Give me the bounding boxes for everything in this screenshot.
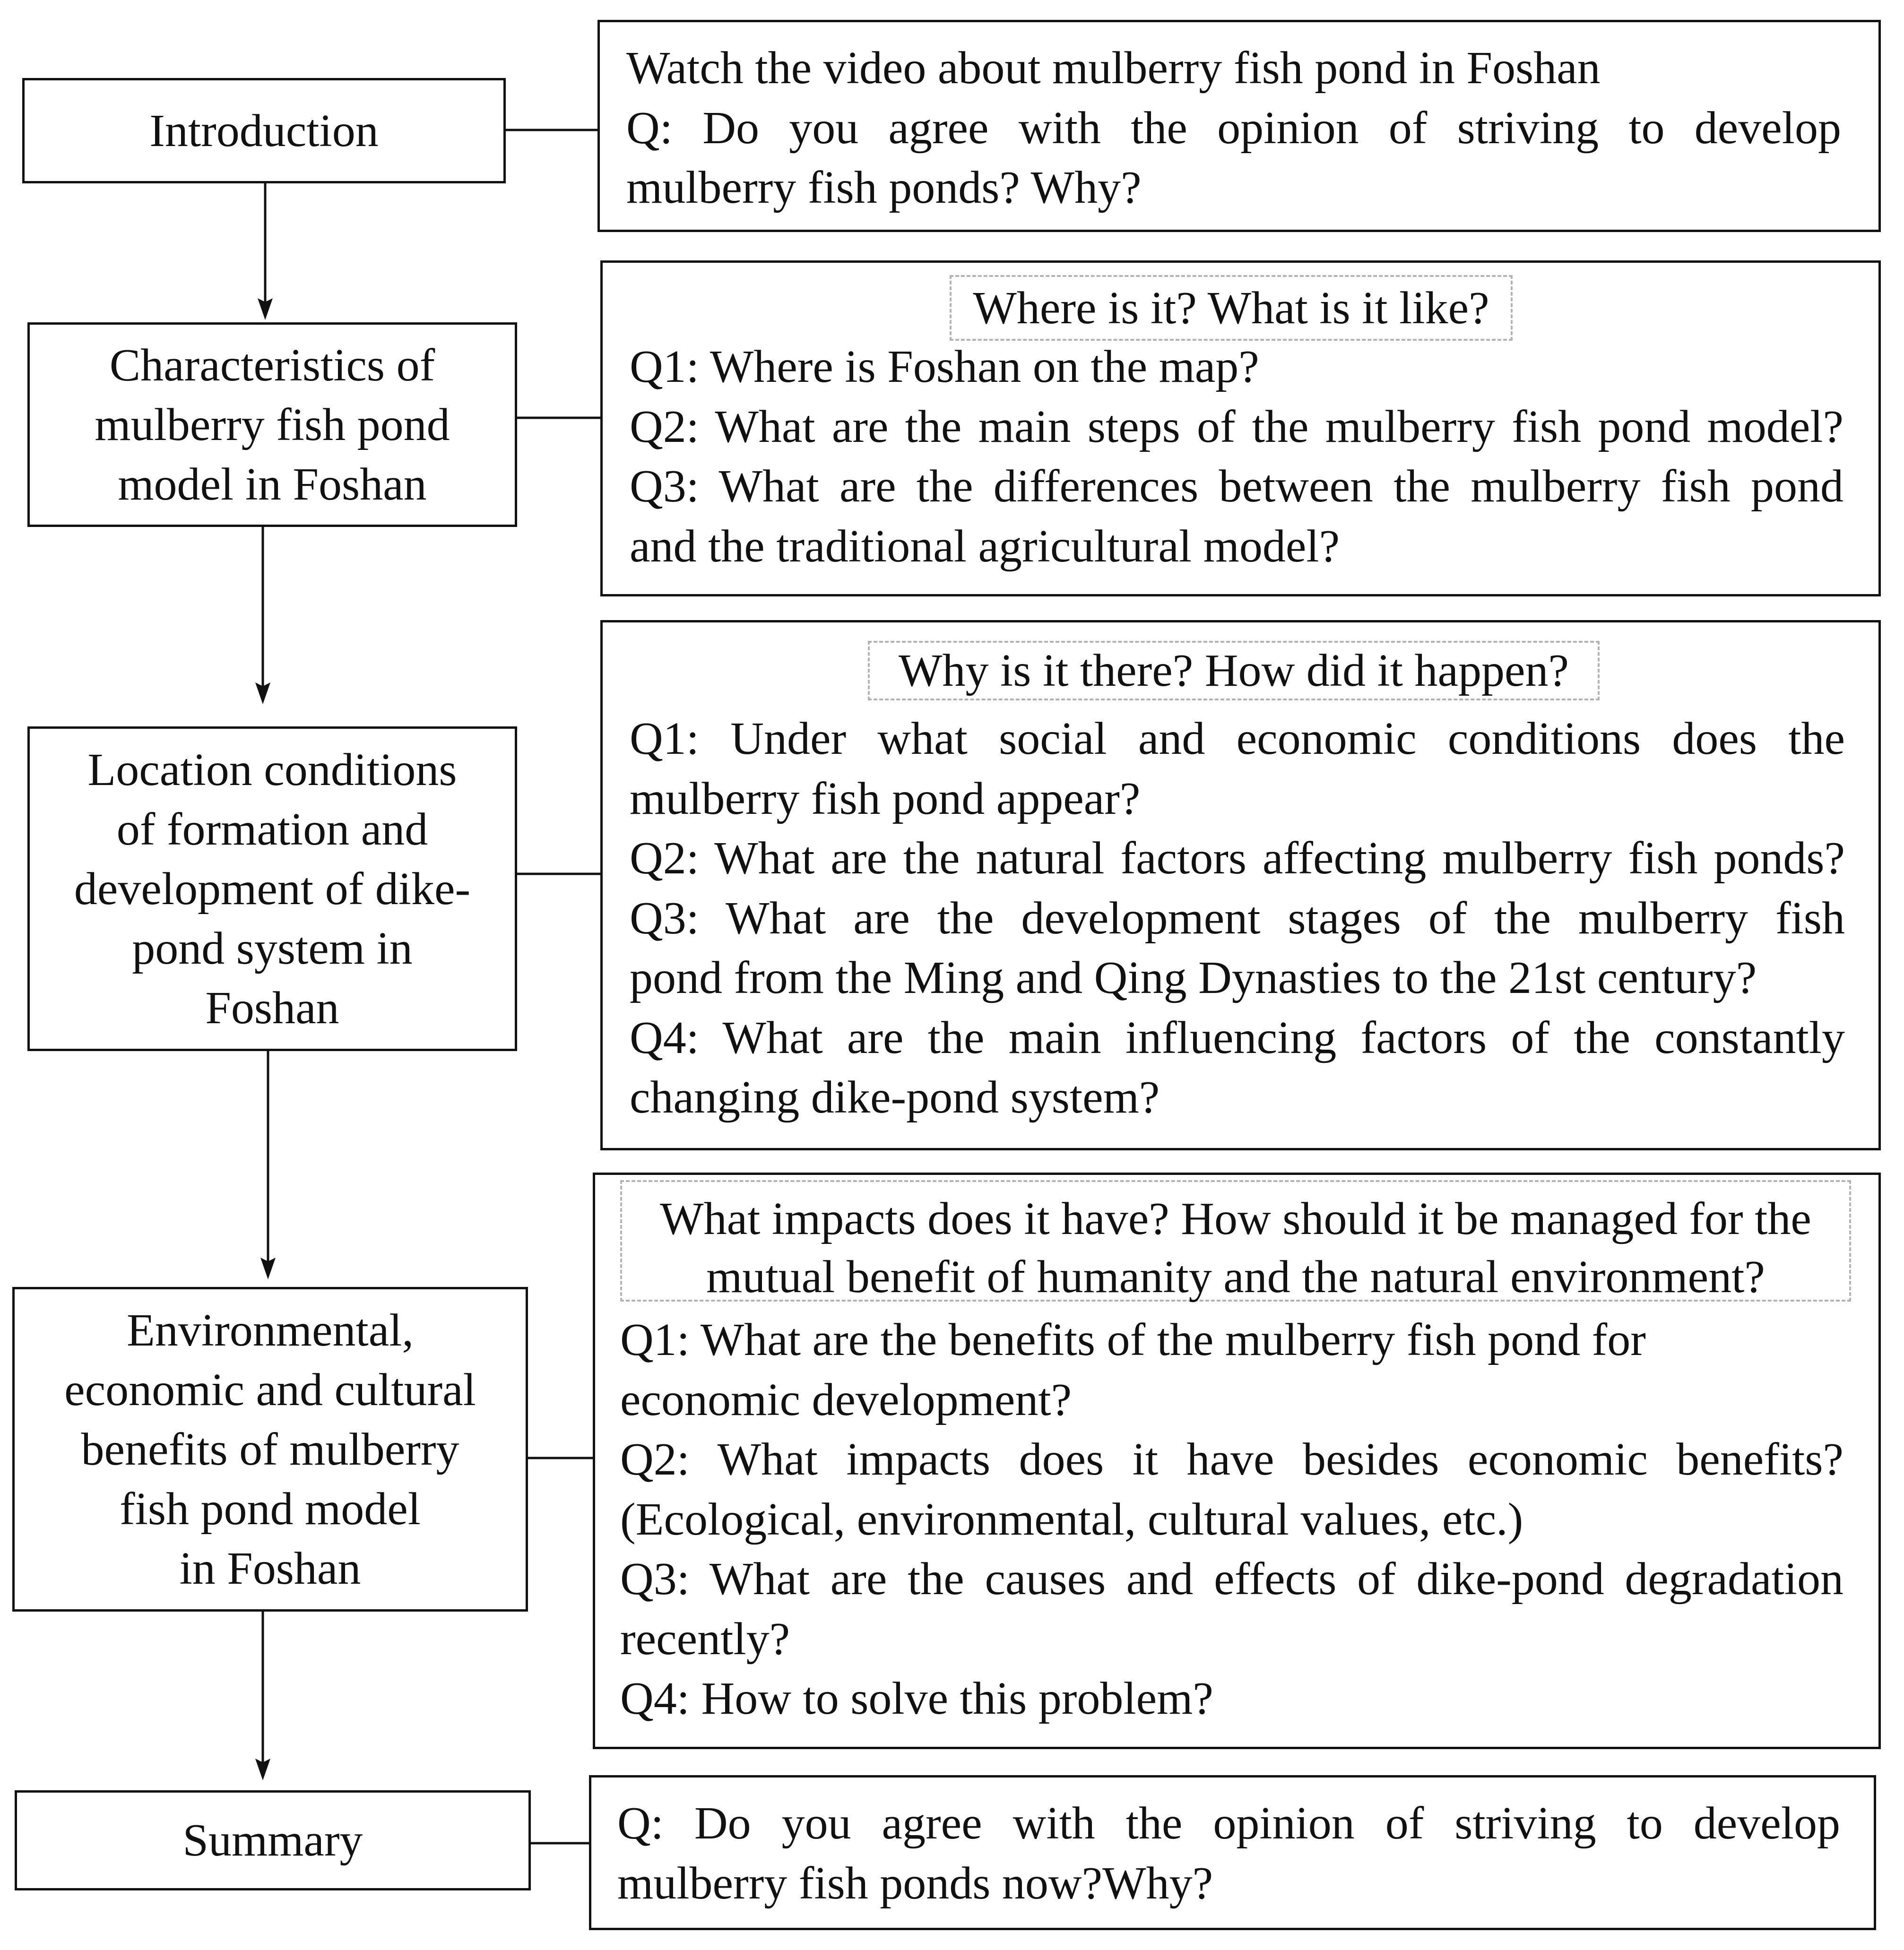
step-title-line: Environmental, — [127, 1304, 414, 1356]
step-location-conditions-box — [27, 726, 517, 1051]
heading-line: mutual benefit of humanity and the natural environment? — [706, 1251, 1765, 1303]
detail-text-block — [630, 337, 1843, 576]
detail-line: Q3: What are the differences between the mulberry fish pond — [630, 461, 1843, 512]
step-benefits-box — [12, 1287, 528, 1612]
detail-text-block — [626, 38, 1841, 218]
step-title-line: economic and cultural — [64, 1364, 476, 1415]
detail-location-conditions-box — [600, 620, 1881, 1150]
step-summary-box — [15, 1790, 531, 1890]
detail-line: mulberry fish ponds? Why? — [626, 162, 1142, 213]
detail-line: Q1: What are the benefits of the mulberry fish pond for — [620, 1314, 1646, 1365]
detail-line: (Ecological, environmental, cultural values, etc.) — [620, 1493, 1523, 1545]
detail-line: pond from the Ming and Qing Dynasties to the 21st century? — [630, 952, 1757, 1003]
step-title-line: Foshan — [205, 982, 339, 1034]
heading-line: Where is it? What is it like? — [973, 282, 1489, 334]
detail-line: Q2: What impacts does it have besides economic benefits? — [620, 1434, 1843, 1485]
detail-line: Q: Do you agree with the opinion of striving to develop — [617, 1798, 1840, 1849]
step-title-line: Characteristics of — [109, 339, 435, 391]
detail-introduction-box — [597, 20, 1881, 232]
step-title-line: Location conditions — [87, 744, 457, 795]
detail-line: Q3: What are the development stages of the mulberry fish — [630, 892, 1845, 944]
guiding-question-heading — [950, 275, 1513, 341]
guiding-question-heading — [868, 641, 1600, 700]
heading-line: Why is it there? How did it happen? — [899, 645, 1569, 696]
detail-line: Q4: What are the main influencing factors of the constantly — [630, 1012, 1845, 1063]
detail-line: and the traditional agricultural model? — [630, 520, 1340, 572]
detail-line: Q: Do you agree with the opinion of striving to develop — [626, 102, 1841, 154]
detail-line: Q2: What are the main steps of the mulberry fish pond model? — [630, 401, 1843, 452]
detail-line: economic development? — [620, 1374, 1072, 1425]
detail-text-block — [617, 1794, 1840, 1913]
detail-benefits-box — [593, 1173, 1881, 1749]
step-title-line: pond system in — [132, 923, 413, 974]
step-title-line: mulberry fish pond — [95, 399, 450, 450]
step-title-line: benefits of mulberry — [81, 1424, 459, 1475]
detail-line: recently? — [620, 1613, 790, 1665]
detail-text-block — [620, 1310, 1843, 1729]
step-title-line: Introduction — [149, 105, 379, 156]
detail-characteristics-box — [600, 260, 1881, 596]
step-title-line: in Foshan — [179, 1543, 361, 1594]
detail-summary-box — [589, 1775, 1876, 1930]
detail-line: Q1: Under what social and economic conditions does the — [630, 713, 1845, 764]
detail-line: Q4: How to solve this problem? — [620, 1673, 1213, 1724]
detail-line: changing dike-pond system? — [630, 1072, 1160, 1123]
step-title-line: model in Foshan — [118, 458, 427, 510]
detail-line: mulberry fish ponds now?Why? — [617, 1857, 1213, 1909]
detail-line: Q2: What are the natural factors affecting mulberry fish ponds? — [630, 833, 1845, 884]
step-introduction-box — [22, 78, 506, 183]
step-characteristics-box — [27, 322, 517, 527]
detail-line: Watch the video about mulberry fish pond in Foshan — [626, 43, 1601, 94]
detail-line: mulberry fish pond appear? — [630, 773, 1141, 824]
detail-line: Q1: Where is Foshan on the map? — [630, 341, 1259, 392]
detail-text-block — [630, 709, 1845, 1128]
guiding-question-heading — [620, 1180, 1851, 1302]
step-title-line: fish pond model — [120, 1483, 421, 1535]
step-title-line: of formation and — [116, 803, 428, 855]
step-title-line: development of dike- — [74, 863, 471, 915]
detail-line: Q3: What are the causes and effects of dike-pond degradation — [620, 1553, 1843, 1605]
step-title-line: Summary — [182, 1815, 363, 1866]
heading-line: What impacts does it have? How should it be managed for the — [660, 1193, 1811, 1244]
